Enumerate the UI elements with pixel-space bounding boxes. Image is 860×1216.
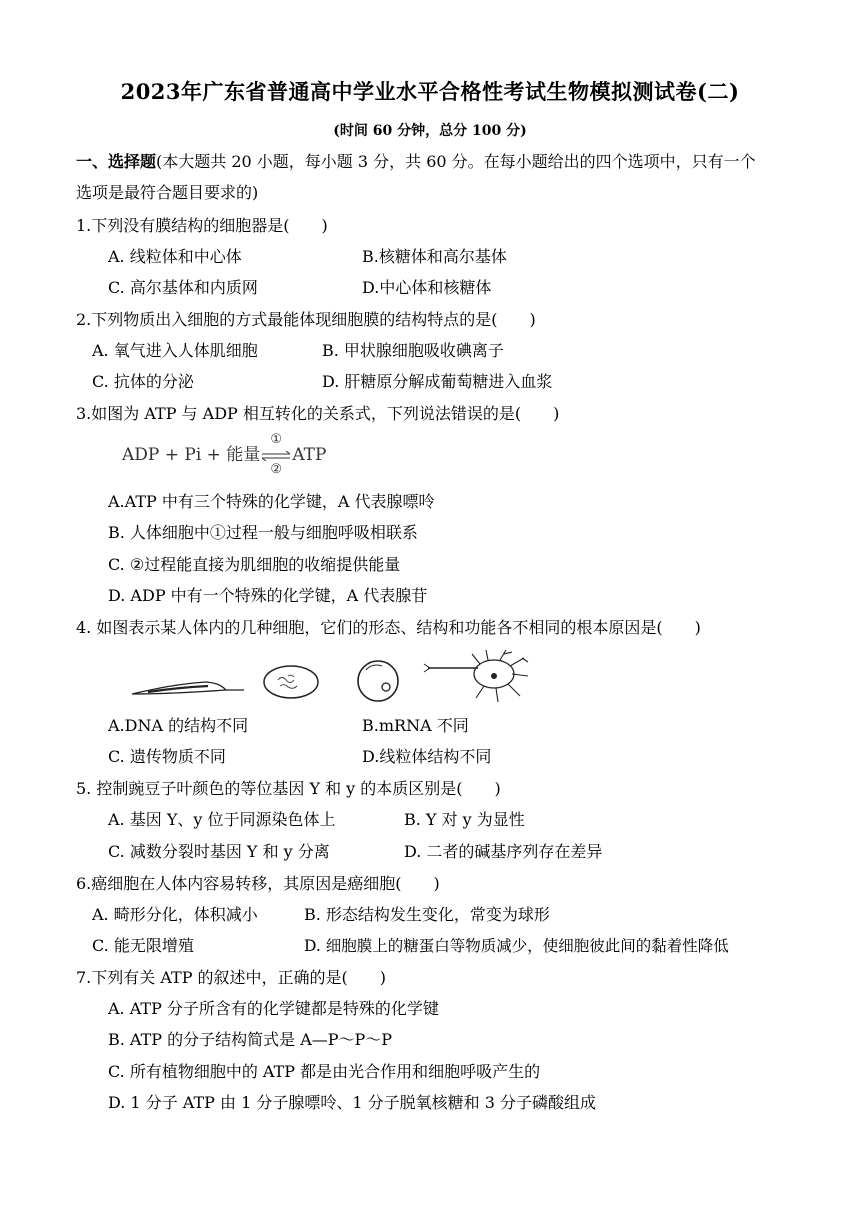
question-7-option-d: D. 1 分子 ATP 由 1 分子腺嘌呤、1 分子脱氧核糖和 3 分子磷酸组成 — [108, 1093, 596, 1112]
reversible-arrow-icon — [260, 431, 292, 477]
cell-types-figure — [128, 650, 548, 710]
atp-adp-equation — [122, 431, 327, 477]
question-6-option-d: D. 细胞膜上的糖蛋白等物质减少，使细胞彼此间的黏着性降低 — [304, 937, 729, 955]
question-2-stem: 2.下列物质出入细胞的方式最能体现细胞膜的结构特点的是( ) — [76, 310, 536, 329]
question-1-stem: 1.下列没有膜结构的细胞器是( ) — [76, 216, 328, 235]
section-intro — [76, 152, 756, 172]
question-7-option-a: A. ATP 分子所含有的化学键都是特殊的化学键 — [108, 999, 439, 1018]
question-6-option-a: A. 畸形分化，体积减小 — [92, 905, 258, 924]
question-3-option-c: C. ②过程能直接为肌细胞的收缩提供能量 — [108, 555, 401, 574]
question-4-option-a: A.DNA 的结构不同 — [108, 716, 249, 735]
section-heading: 一、选择题 — [76, 152, 157, 171]
question-2-option-b: B. 甲状腺细胞吸收碘离子 — [322, 341, 504, 360]
question-4-option-c: C. 遗传物质不同 — [108, 747, 226, 766]
question-3-stem: 3.如图为 ATP 与 ADP 相互转化的关系式，下列说法错误的是( ) — [76, 404, 560, 423]
question-7-option-b: B. ATP 的分子结构简式是 A—P～P～P — [108, 1030, 393, 1049]
question-5-option-d: D. 二者的碱基序列存在差异 — [404, 842, 603, 861]
equation-step-1: ① — [270, 431, 282, 447]
question-1-option-d: D.中心体和核糖体 — [362, 278, 492, 297]
question-5-stem: 5. 控制豌豆子叶颜色的等位基因 Y 和 y 的本质区别是( ) — [76, 779, 501, 798]
question-7-stem: 7.下列有关 ATP 的叙述中，正确的是( ) — [76, 968, 387, 987]
question-5-option-b: B. Y 对 y 为显性 — [404, 810, 525, 829]
question-5-option-c: C. 减数分裂时基因 Y 和 y 分离 — [108, 842, 330, 861]
section-desc-2: 选项是最符合题目要求的) — [76, 183, 259, 202]
question-3-option-b: B. 人体细胞中①过程一般与细胞呼吸相联系 — [108, 523, 418, 542]
exam-title: 2023年广东省普通高中学业水平合格性考试生物模拟测试卷(二) — [120, 79, 740, 104]
equation-left: ADP + Pi + 能量 — [122, 445, 261, 465]
neuron-illustration — [424, 650, 528, 702]
question-1-option-b: B.核糖体和高尔基体 — [362, 247, 507, 266]
question-6-option-b: B. 形态结构发生变化，常变为球形 — [304, 905, 550, 924]
question-3-option-d: D. ADP 中有一个特殊的化学键，A 代表腺苷 — [108, 586, 428, 605]
white-blood-cell-illustration — [358, 661, 398, 701]
question-3-option-a: A.ATP 中有三个特殊的化学键，A 代表腺嘌呤 — [108, 492, 435, 511]
muscle-cell-illustration — [132, 682, 244, 694]
question-6-option-c: C. 能无限增殖 — [92, 936, 194, 955]
question-5-option-a: A. 基因 Y、y 位于同源染色体上 — [108, 810, 336, 829]
equation-right: ATP — [292, 445, 327, 465]
exam-subtitle: (时间 60 分钟，总分 100 分) — [333, 123, 527, 139]
red-blood-cell-illustration — [264, 666, 318, 698]
question-2-option-d: D. 肝糖原分解成葡萄糖进入血浆 — [322, 372, 553, 391]
question-4-stem: 4. 如图表示某人体内的几种细胞，它们的形态、结构和功能各不相同的根本原因是( ) — [76, 618, 701, 637]
question-1-option-a: A. 线粒体和中心体 — [108, 247, 242, 266]
question-4-option-b: B.mRNA 不同 — [362, 716, 469, 735]
question-2-option-c: C. 抗体的分泌 — [92, 372, 194, 391]
section-desc-1: (本大题共 20 小题，每小题 3 分，共 60 分。在每小题给出的四个选项中，只有一个 — [156, 152, 756, 171]
question-1-option-c: C. 高尔基体和内质网 — [108, 278, 258, 297]
question-2-option-a: A. 氧气进入人体肌细胞 — [92, 341, 258, 360]
equation-step-2: ② — [270, 461, 282, 477]
question-6-stem: 6.癌细胞在人体内容易转移，其原因是癌细胞( ) — [76, 874, 440, 893]
question-7-option-c: C. 所有植物细胞中的 ATP 都是由光合作用和细胞呼吸产生的 — [108, 1062, 541, 1081]
question-4-option-d: D.线粒体结构不同 — [362, 747, 492, 766]
